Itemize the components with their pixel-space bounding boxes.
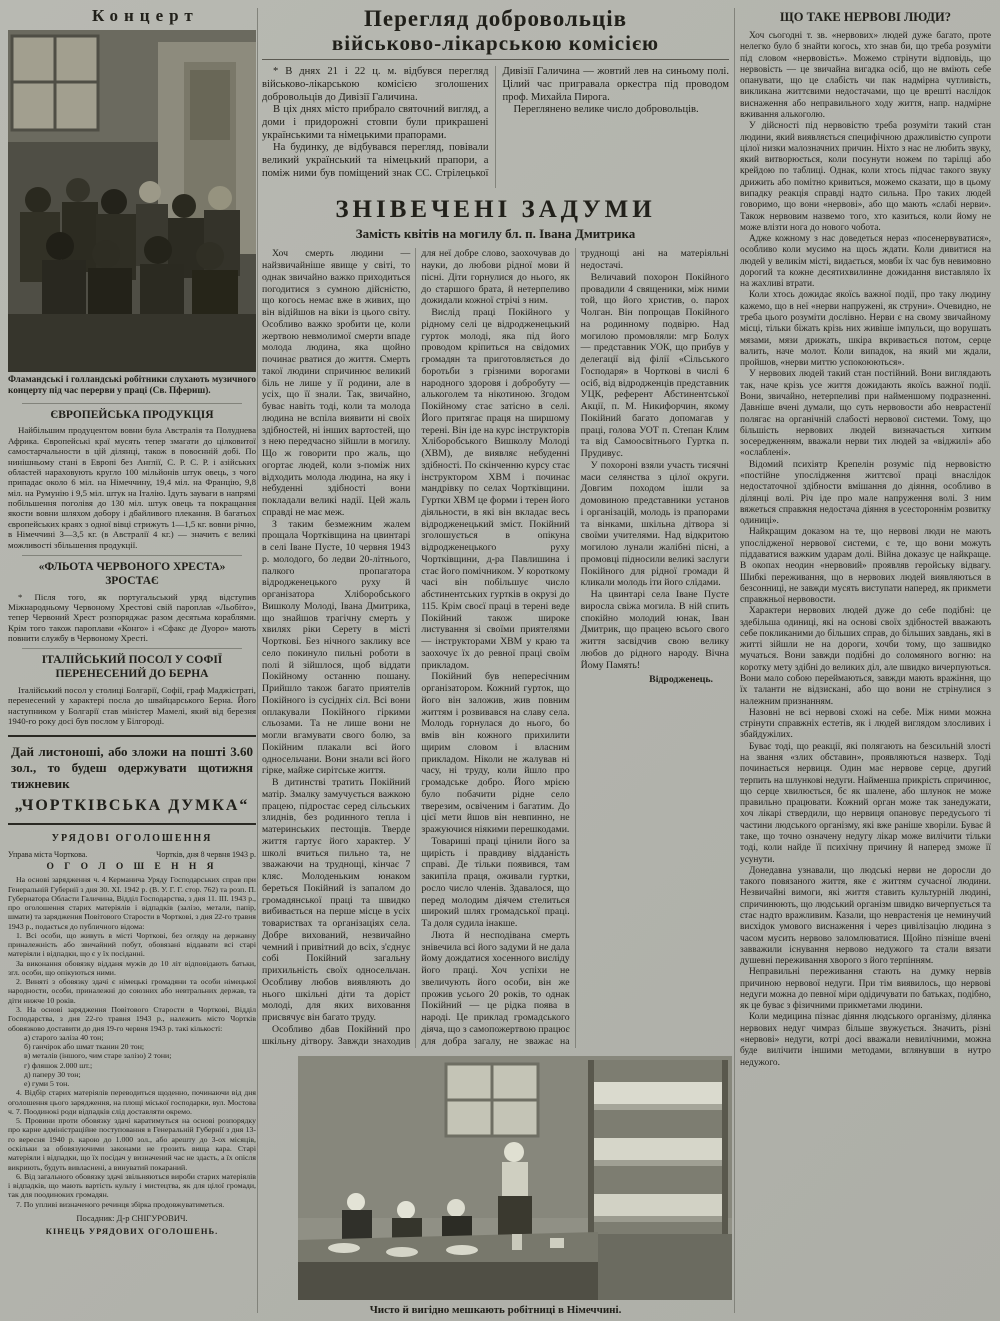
nervous-people-body xyxy=(740,31,991,1069)
column-divider-left xyxy=(257,8,258,1313)
paragraph: д) паперу 30 тон; xyxy=(24,1069,81,1079)
subscription-ad-text: Дай листоноші, або зложи на пошті 3.60 зол., то будеш одержувати щотижня тижневик xyxy=(11,743,253,792)
nervous-people-title: ЩО ТАКЕ НЕРВОВІ ЛЮДИ? xyxy=(780,10,951,24)
paragraph: 7. По упливі визначеного речинця збірка продовжуватиметься. xyxy=(16,1199,225,1209)
section-title-european-production: ЄВРОПЕЙСЬКА ПРОДУКЦІЯ xyxy=(50,408,214,421)
gov-end-note: КІНЕЦЬ УРЯДОВИХ ОГОЛОШЕНЬ. xyxy=(45,1225,219,1236)
gov-body-intro xyxy=(8,875,256,1033)
paragraph: Відомий психіятр Крепелін розуміє під нервовістю «постійне упослідження життєвої праці внаслідок недостаточної здібности вмішання до діяння, особливо в ділянці волі. Річ іде про мале напруження волі. З ним вяжеться справжня недостача діяння в усестороннім розвитку одиниці». xyxy=(740,459,991,527)
paragraph: Неправильні переживання стають на думку нервів причиною нервової недуги. При тім виявилось, що нервові недуги можна до певної міри одідичувати по батьках, подібно, як це буває з фізичними прикметами людини. xyxy=(740,967,991,1012)
paragraph: У нервових людей такий стан постійний. Вони виглядають так, наче крізь усе життя дожидають якоїсь важної події. Вони, звичайно, нетерпеливі при найменшому подразненні. Давніше вчені думали, що суть нервовости або неврастенії полягає на органічній слабості нервової системи. Тому, що більшість нервових людей визначається хитким зосередженням, вважали нерви тих людей за «віджилі» або «ослаблені». xyxy=(740,369,991,459)
review-article-title-line2: військово-лікарською комісією xyxy=(331,30,660,55)
paragraph: 6. Від загального обовязку здачі звільняються вироби старих матеріялів і відпадків, що мають вартість культу і мистецтва, як для цілої громади, так для поодиноких громадян. xyxy=(8,1171,256,1200)
ruined-plans-body xyxy=(262,248,729,1048)
gov-headline: О Г О Л О Ш Е Н Н Я xyxy=(46,862,218,873)
section-body-red-cross-fleet xyxy=(8,592,256,644)
section-divider xyxy=(22,648,242,649)
section-title-red-cross-fleet: «ФЛЬОТА ЧЕРВОНОГО ХРЕСТА» ЗРОСТАЄ xyxy=(38,560,226,587)
dormitory-photo xyxy=(298,1056,732,1300)
ruined-plans-title: ЗНІВЕЧЕНІ ЗАДУМИ xyxy=(335,196,656,224)
center-column xyxy=(262,6,729,1316)
paragraph: За виконання обовязку відданя мужів до 10 літ відповідають батьки, згл. особи, що опікуються ними. xyxy=(8,958,256,977)
gov-quota-list xyxy=(8,1033,256,1089)
paragraph: На цвинтарі села Іване Пусте виросла свіжа могила. В ній спить спокійно молодий юнак, Іван Дмитрик, що працею всього свого життя засвідчив свою велику любов до рідного народу. Вічна Йому Память! xyxy=(580,589,729,671)
paragraph: * В днях 21 і 22 ц. м. відбувся перегляд військово-лікарською комісією зголошених добровольців до Дивізії Галичина. xyxy=(262,66,489,103)
paragraph: 5. Провини проти обовязку здачі каратимуться на основі розпорядку про карне адміністраційне поступовання в Генеральній Губернії з дня 13-го вересня 1940 р. карою до 1.000 зол., або арешту до 3-ох місяців, оскільки за обовязуючими законами не грозить вища кара. Старі матеріяли і відпадки, що їх посідач у визначений час не здасть, а їх опісля викриють, будуть вивласнені, а винуватий покараний. xyxy=(8,1116,256,1172)
concert-photo-caption: Фламандські і голландські робітники слухають музичного концерту під час перерви у праці (Св. Пфериш). xyxy=(8,375,256,397)
section-body-european-production xyxy=(8,425,256,550)
paragraph: Донедавна узнавали, що людські нерви не доросли до такого повязаного життя, яке є життям сучасної людини. Незвичайні вимоги, які життя ставить культурній людині, спричинюють, що людський організм швидко вичерпується та стає надто вражливим. Казали, що неврастенія це неминучий висхідок умового виснаження і через цивілізацію людина з часом мусить нервово заломлюватися. Щойно пізніше вчені завважили існування нервово недужого та стали вязати душевні переживання хворого з його терпінням. xyxy=(740,865,991,967)
paragraph: Назовні не всі нервові схожі на себе. Між ними можна стрінути справжніх естетів, як і людей виглядом злосливих і збайдужілих. xyxy=(740,707,991,741)
paragraph: В дитинстві тратить Покійний матір. Змалку замучується важкою працею, підростає серед сільських злиднів, без родинного тепла і материнських пестощів. Тверде життя гартує його характер. У школі вчиться пильно та, не зважаючи на труднощі, кінчає 7 кляс. Молоденьким юнаком береться Покійний із запалом до громадянської праці та швидко вибивається на перше місце в усіх товариствах та організаціях села. Добре вихований, незвичайно чемний і привітний до всіх, з'єднує собі Покійний загальну прихильність своїх односельчан. Особливу любов виявляють до нього шкільні діти та доріст молоді, для яких виховання присвячує він багато труду. xyxy=(262,777,411,1024)
left-column xyxy=(8,6,256,1236)
paragraph: 4. Відбір старих матеріялів переводиться щоденно, починаючи від дня оголошення цього зарядження, на площі міської господарки, вул. Мостова ч. 7. Поодинокі роди відпадків слід доставляти окремо. xyxy=(8,1088,256,1116)
paragraph: е) гуми 5 тон. xyxy=(24,1079,70,1089)
paragraph: Вислід праці Покійного у рідному селі це відродженецький гурток молоді, яка під його проводом кріпиться на свідомих громадян та приготовляється до боротьби з грізними ворогами народного здоровя і добробуту — алькоголем та нікотиною. Згодом Покійному стає затісно в селі. Його притягає праця на ширшому терені. Він іде на курс інструкторів Хліборобського Вишколу Молоді (ХВМ), де виявляє небуденні здібності. По скінченню курсу стає інструктором ХВМ і починає мандрівку по селах Чортківщини. Гуртки ХВМ це форми і терен його діяльности, в які він вкладає весь відродженецький зміст. Покійний зголошується в опікуна відродженецького руху Чортківщини, д-ра Павлишина і стає його помічником. У короткому часі він побільшує число абстинентських гуртків в окрузі до 115. Крім своєї праці в терені веде Покійний також широке листування зі своїми приятелями — інструкторами ХВМ у краю та заохочує їх до ревної праці своїм прикладом. xyxy=(421,307,570,671)
column-divider-right xyxy=(734,8,735,1313)
paragraph: Відродженець. xyxy=(649,674,713,686)
section-divider xyxy=(22,555,242,556)
paragraph: У похороні взяли участь тисячні маси селянства з цілої округи. Довгим походом ішли за домовиною представники установ і організацій, молодь із прапорами та вінками, шкільна дітвора зі своїми учителями. Над відкритою могилою лунали жалібні пісні, а промовці підносили великі заслуги Покійного для рідної громади й кликали молодь іти його слідами. xyxy=(580,459,729,589)
review-article-title-line1: Перегляд добровольців xyxy=(363,6,628,31)
paragraph: Найкращим доказом на те, що нервові люди не мають упослідженої нервової системи, є те, що вони можуть піддаватися важким ударам долі. Війна доказує це найкраще. В окопах неодин «нервовий» проявляв геройську відвагу. Шибкі переживання, що в нервових людей виявляються в безсонниці, не завжди мусять виступати наперед, як прикмети справжньої нервовости. xyxy=(740,527,991,606)
paragraph: З таким безмежним жалем прощала Чортківщина на цвинтарі в селі Іване Пусте, 10 червня 1943 р. молодого, бо ледви 20-літнього, палкого пропагатора відродженецького руху й організатора Хліборобського Вишколу Молоді, Івана Дмитрика, що знайшов трагічну смерть у хвилях ріки Серету в місті Чорткові. Без нічного заклику все село покинуло пильні роботи в полі й зійшлося, щоб віддати Покійному останню пошану. Прийшло також багато приятелів Покійного із сусідніх сіл. Всі вони оплакували Покійного гіркими сльозами. Та не лише вони не могли вгамувати свого болю, за Покійним плакали всі його односельчани. Вони знали всі його гірке, майже сирітське життя. xyxy=(262,518,411,777)
paragraph: в) металів (іншого, чим старе залізо) 2 тони; xyxy=(24,1051,172,1061)
paragraph: 1. Всі особи, що живуть в місті Чорткові, без огляду на державну приналежність або звичайний побут, обовязані віддавати всі старі матеріяли і відпадки, що є у їх посіданні. xyxy=(8,930,256,959)
paragraph: Коли медицина пізнає діяння людського організму, ділянка нервових недуг чимраз більше звужується. Значить, різні «нервові» недуги, котрі досі вважали невилічними, можна буде вилічити іншими методами, вглянувши в нутро недужого. xyxy=(740,1012,991,1068)
section-body-italian-envoy xyxy=(8,685,256,727)
paragraph: На основі зарядження ч. 4 Керманича Уряду Господарських справ при Генеральній Губернії з дня 30. XI. 1942 р. (В. У. Г. Г. стор. 762) та розп. П. Губернатора Области Галичина, Відділ Господарства, з дня 11. III. 1943 р., про оголошення старих матеріялів і відпадків (залізо, метали, папір, шмати) та зарядження Повітового Старости в Чорткові, з дня 22-го травня 1943 р., подається до публичного відома: xyxy=(8,875,256,931)
paragraph: Адже кожному з нас доведеться нераз «посенервуватися», особливо коли мусимо на щось ждати. Коли дивитися на людей у великім місті, видається, мовби їх час був невимовно дорогий та кожне десятихвилинне дожидання виставляло їх на жахливі втрати. xyxy=(740,234,991,290)
paragraph: Найбільшим продуцентом вовни була Австралія та Полуднева Африка. Європейські краї мусять тепер змагати до цілковитої самостарчальности в цій ділянці, також в повоєнній добі. По нинішньому стані в Европі без Англії, С. Р. С. Р. і азійських областей нараховують кругло 100 мільйонів штук овець, з чого припадає около 6 міл. на Німеччину, 19,4 міл. на Францію, 9,8 міл. на Румунію і 9,5 міл. штук на Італію. Ідуть зауваги в напрямі побільшення поголівя до 130 міл. штук овець та покращання якости вовни шляхом добору і дбайливого плекання. В багатьох європейських краях з одної вівці стрижуть 1—1,5 кг. вовни річно, в Німеччині 3—3,5 кг. (в Австралії 4 кг.) — значить є великі можливості збільшення продукції. xyxy=(8,425,256,550)
concert-photo-illustration xyxy=(8,30,256,372)
paragraph: У дійсності під нервовістю треба розуміти такий стан людини, який виявляється специфічною дражливістю супроти цілої низки малозначних причин. Ніхто з нас не любить звуку, який витворюється, коли посунути ножем по тарілці або крейдою по таблиці. Однак, коли хтось підчас такого звуку дрижить або помітно кривиться, можемо сказати, що в цьому випадку реакція справді надто сильна. Про таких людей говоримо, що вони «нервові», або що мають «слабі нерви». Також нервовим назвемо того, хто казиться, коли йому не може влізти нога до нового чобота. xyxy=(740,121,991,233)
section-divider xyxy=(22,403,242,404)
subscription-ad xyxy=(8,735,256,826)
dormitory-photo-caption: Чисто й вигідно мешкають робітниці в Німеччині. xyxy=(369,1304,622,1317)
gov-office: Управа міста Чорткова. xyxy=(8,850,88,860)
paragraph: Покійний був непересічним організатором. Кожний гурток, що його він заложив, жив повним життям і розвивався на славу села. Молодь горнулася до нього, бо вмів він кожного прихилити щирим словом і власним прикладом. Ніколи не жалував ні часу, ні труду, коли йшло про громадське добро. Його мрією було побачити рідне село тверезим, освіченим і багатим. До цієї мети йшов він невпинно, не зражуючися ніякими перешкодами. xyxy=(421,671,570,836)
gov-header-row xyxy=(8,850,256,859)
paragraph: 3. На основі зарядження Повітового Старости в Чорткові, Відділ Господарства, з дня 22-го травня 1943 р., належить місто Чортків обовязково доставити до дня 19-го червня 1943 р. такі кількості: xyxy=(8,1004,256,1033)
paragraph: Буває тоді, що реакції, які полягають на безсильній злості на звання «злих обставин», проявляються назверх. Тоді починається нервиця. Один має нервове серце, другий терпить на шлункові недуги. Найменша прикрість спричинює, що серце хвилюється, бє як шалене, або шлунок не може правильно працювати. Кожний орган може так занедужати, хоч лікарі ствердили, що нервиця опановує передусього ті частини людського організму, які вже раніше хворіли. Буває й таке, що точно означену недугу лікар може вилічити тільки тоді, коли найде її психічну причину й наперед зможе її усунути. xyxy=(740,741,991,865)
concert-heading: Концерт xyxy=(92,6,199,25)
concert-photo xyxy=(8,30,256,372)
paragraph: 2. Виняті з обовязку здачі є німецькі громадяни та особи німецької народности, особи, приналежні до союзних або невтральних держав, та діти нижче 10 років. xyxy=(8,977,256,1005)
newspaper-name: „ЧОРТКІВСЬКА ДУМКА“ xyxy=(14,797,250,815)
right-column xyxy=(740,6,991,1069)
dormitory-photo-illustration xyxy=(298,1056,732,1300)
paragraph: Хоч сьогодні т. зв. «нервових» людей дуже багато, проте нелегко було б знайти когось, хто знав би, що треба розуміти під словом «нервовість». Можемо стрінути відповідь, що нервовість — це звичайна вигадка осіб, що не вміють себе опанувати, що це слабість чи пак надмірна чутливість, викликана життєвими недостачами, що це врешті наслідок виснаження або неправильного ходу життя, напр. надмірне вживання алькоголю. xyxy=(740,31,991,120)
paragraph: б) ганчірок або шмат тканин 20 тон; xyxy=(24,1042,145,1052)
official-announcements-header: УРЯДОВІ ОГОЛОШЕННЯ xyxy=(51,833,213,845)
gov-signature: Посадник: Д-р СНІГУРОВИЧ. xyxy=(76,1212,188,1223)
section-title-italian-envoy: ІТАЛІЙСЬКИЙ ПОСОЛ У СОФІЇ ПЕРЕНЕСЕНИЙ ДО БЕРНА xyxy=(41,654,223,681)
paragraph: Італійський посол у столиці Болгарії, Софії, граф Маджістраті, перенесений у характері посла до швайцарського Берна. Його наступником у Болгарії став міністер Мамелі, який від березня 1940-го року досі був послом у Білгороді. xyxy=(8,685,256,727)
paragraph: * Після того, як португальський уряд відступив Міжнародньому Червоному Хрестові свій пароплав «Льобіто», тепер Червоний Хрест розпоряджає разом десятьма кораблями. Крім того також пароплави «Конго» і «Сфакс де Дуоро» мають повнити службу в Червоному Хресті. xyxy=(8,591,256,644)
paragraph: В ціх днях місто прибрало святочний вигляд, а доми і придорожні стовпи були прикрашені українськими та німецькими прапорами. xyxy=(262,104,489,141)
paragraph: г) фляшок 2.000 шт.; xyxy=(24,1060,93,1070)
review-article-body xyxy=(262,66,729,188)
gov-body-after xyxy=(8,1088,256,1208)
paragraph: Товариші праці цінили його за щирість і правдиву відданість справі. Де тільки появився, там закипіла праця, оживали гуртки, росло число членів. Здавалося, що перед молодим діячем стелиться широкий шлях громадської праці. Та доля судила інакше. xyxy=(421,835,570,930)
paragraph: Хоч смерть людини — найзвичайніше явище у світі, то однак звичайно важко приходиться погодитися з сумною дійсністю, що когось немає вже в живих, що він відійшов на віки із цього світу. Особливо важко зробити це, коли жертвою невмолимої смерти впаде молода людина, яка щойно починає рватися до життя. Смерть такої людини спричинює великий біль не лише у її родини, але в усіх, що її знали. Так, звичайно, буває навіть тоді, коли та молода людина не вспіла виявити ні своїх здібностей, ні інших вартостей, що з нею передчасно зійшли в могилу. Що ж говорити про жаль, що огортає людей, коли з-поміж них відходить молода людина, на яку і небуденні здібності вони покладали великі надії. Цей жаль справді не має меж. xyxy=(262,248,411,518)
paragraph: Люта й несподівана смерть знівечила всі його задуми й не дала йому дождатися хосенного висліду його праці. Хоч успіхи не звеличують його особи, він же прожив усього 20 років, то однак Покійний — це рідка поява в народі. Це приклад громадського діяча, що з самопожертвою працює для добра загалу, не зважає на труднощі ані на матеріяльні недостачі. xyxy=(421,248,729,1047)
paragraph: Переглянено велике число добровольців. xyxy=(513,104,699,116)
review-article-header xyxy=(262,6,729,60)
paragraph: Величавий похорон Покійного провадили 4 священики, між ними той, що його христив, о. парох Чолган. Він попрощав Покійного на родинному подвірю. Над могилою промовляли: мгр Болух — представник УОК, що прибув у делегації від філії «Сільського Господаря» в Чорткові в числі 6 осіб, від відродженців представник УЦК, референт Абстинентської Акції, п. М. Никифорчин, якому Покійний багато допомагав у праці, голова УОТ п. Степан Клим та від Самоосвітнього Гуртка п. Прудивус. xyxy=(580,271,729,460)
paragraph: Коли хтось дожидає якоїсь важної події, про таку людину кажемо, що в неї «нерви напружені, як струни». Очевидно, не треба цього розуміти дослівно. Нерви є на свому звичайному місці, тільки біжать крізь них живіше імпульси, що ворушать мязами, мязи дрижать, шкіра вкривається потом, серце валить, наче молот. Коли випадок, на який ми ждали, пройшов, «нерви миттю успокоюються». xyxy=(740,290,991,369)
paragraph: а) старого заліза 40 тон; xyxy=(24,1032,104,1042)
paragraph: На будинку, де відбувався перегляд, повівали великий український та німецький прапори, а поміж ними був поміщений знак СС. Стрілецької Дивізії Галичина — жовтий лев на синьому полі. Цілий час пригравала оркестра під проводом проф. Михайла Пирога. xyxy=(262,66,729,179)
gov-date: Чортків, дня 8 червня 1943 р. xyxy=(156,850,256,860)
ruined-plans-subtitle: Замість квітів на могилу бл. п. Івана Дмитрика xyxy=(355,226,636,242)
paragraph: Характери нервових людей дуже до себе подібні: це здебільша одиниці, які на основі своїх здібностей вважають себе покликаними до більших справ, до більших завдань, які в житті зійшли не на дороги, хочби тому, що зашвидко мучаться. Вони завжди подібні до соломяного вогню: на коротку мету здібні до великих діл, але швидко вичерпуються. Вони мало собою переймаються, завжди мають вражіння, що їх таланти не відзискані, або що вони не стрінулися з належним признанням. xyxy=(740,606,991,707)
paragraph: Особливо дбав Покійний про шкільну дітвору. Завжди знаходив для неї добре слово, заохочував до науки, до любови рідної мови й пісні. Діти горнулися до нього, як до старшого брата, й нетерпеливо дожидали кожної стрічі з ним. xyxy=(262,248,570,1047)
